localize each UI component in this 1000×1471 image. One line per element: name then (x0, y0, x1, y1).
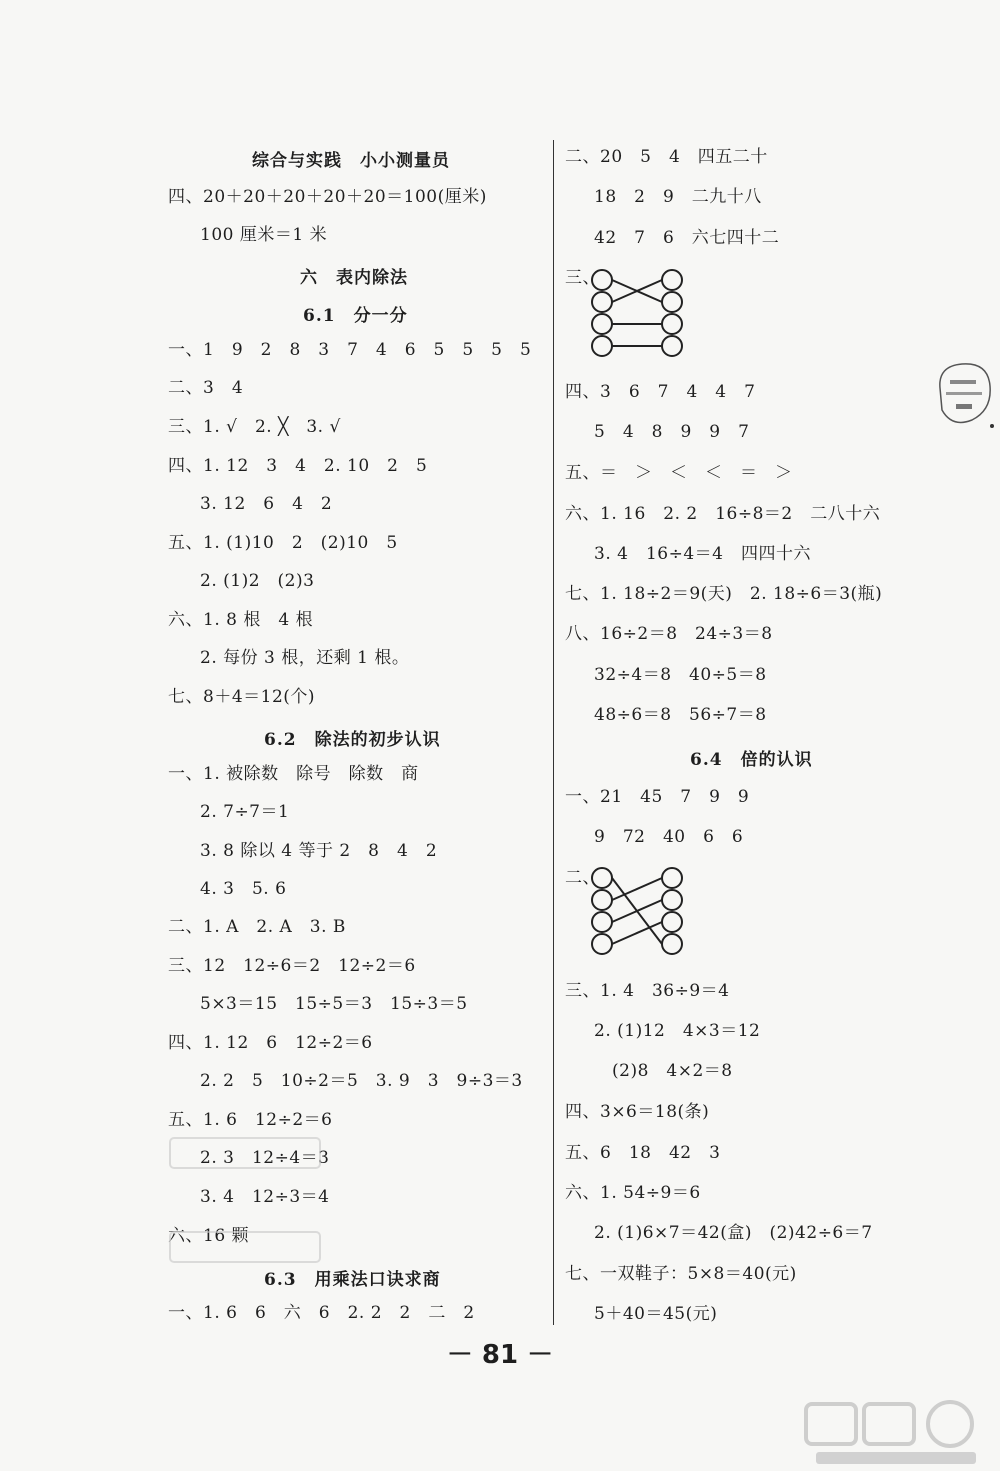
section-heading-6-2: 6.2 除法的初步认识 (264, 730, 441, 750)
answer-line: 一、1. 6 6 六 6 2. 2 2 二 2 (168, 1303, 475, 1323)
answer-line: 一、1. 被除数 除号 除数 商 (168, 764, 419, 784)
answer-line: 五、6 18 42 3 (565, 1143, 721, 1163)
answer-line: 四、3 6 7 4 4 7 (565, 382, 756, 402)
answer-line: 2. (1)12 4×3＝12 (594, 1021, 761, 1041)
answer-line: 四、3×6＝18(条) (565, 1102, 710, 1122)
answer-line: 2. 2 5 10÷2＝5 3. 9 3 9÷3＝3 (200, 1071, 523, 1091)
answer-line: 八、16÷2＝8 24÷3＝8 (565, 624, 773, 644)
answer-line: 5＋40＝45(元) (594, 1304, 718, 1324)
answer-line: 3. 4 12÷3＝4 (200, 1187, 330, 1207)
answer-line: 48÷6＝8 56÷7＝8 (594, 705, 767, 725)
answer-line: 100 厘米＝1 米 (200, 225, 328, 245)
site-watermark-logo (800, 1400, 995, 1468)
stamp-icon (932, 358, 996, 430)
answer-line: 六、1. 8 根 4 根 (168, 610, 314, 630)
answer-line: 一、1 9 2 8 3 7 4 6 5 5 5 5 (168, 340, 532, 360)
answer-line: 5×3＝15 15÷5＝3 15÷3＝5 (200, 994, 468, 1014)
answer-line: 五、1. (1)10 2 (2)10 5 (168, 533, 398, 553)
answer-line: 二、3 4 (168, 378, 244, 398)
answer-line: 七、1. 18÷2＝9(天) 2. 18÷6＝3(瓶) (565, 584, 883, 604)
faint-stamp-marks (165, 1132, 335, 1282)
answer-line: 42 7 6 六七四十二 (594, 228, 780, 248)
section-heading-6-1: 6.1 分一分 (303, 306, 408, 326)
answer-line: 18 2 9 二九十八 (594, 187, 762, 207)
answer-line: 六、16 颗 (168, 1226, 250, 1246)
answer-line: 32÷4＝8 40÷5＝8 (594, 665, 767, 685)
answer-line: 二、20 5 4 四五二十 (565, 147, 768, 167)
answer-line: 三、1. √ 2. ╳ 3. √ (168, 417, 341, 437)
matching-diagram-2 (588, 864, 688, 962)
page-number: － 81 － (446, 1340, 554, 1370)
answer-line: 9 72 40 6 6 (594, 827, 744, 847)
section-heading-6-3: 6.3 用乘法口诀求商 (264, 1270, 441, 1290)
chapter-heading: 六 表内除法 (300, 268, 408, 288)
answer-line: 2. 7÷7＝1 (200, 802, 290, 822)
column-divider (553, 140, 554, 1325)
answer-line: 七、一双鞋子：5×8＝40(元) (565, 1264, 797, 1284)
answer-line: 四、20＋20＋20＋20＋20＝100(厘米) (168, 187, 487, 207)
answer-line: 五、1. 6 12÷2＝6 (168, 1110, 333, 1130)
matching-diagram-1 (588, 266, 688, 364)
answer-line: 五、＝ ＞ ＜ ＜ ＝ ＞ (565, 463, 793, 483)
answer-line: 四、1. 12 6 12÷2＝6 (168, 1033, 373, 1053)
answer-line: 3. 4 16÷4＝4 四四十六 (594, 544, 811, 564)
answer-line: 六、1. 16 2. 2 16÷8＝2 二八十六 (565, 504, 881, 524)
answer-line: 三、 (565, 268, 600, 288)
answer-line: 3. 8 除以 4 等于 2 8 4 2 (200, 841, 438, 861)
answer-line: (2)8 4×2＝8 (612, 1061, 733, 1081)
answer-line: 3. 12 6 4 2 (200, 494, 333, 514)
answer-line: 2. 每份 3 根，还剩 1 根。 (200, 648, 410, 668)
answer-line: 二、 (565, 868, 600, 888)
answer-line: 2. 3 12÷4＝3 (200, 1148, 330, 1168)
section-heading-practice: 综合与实践 小小测量员 (252, 151, 450, 171)
answer-line: 三、1. 4 36÷9＝4 (565, 981, 730, 1001)
answer-line: 2. (1)2 (2)3 (200, 571, 315, 591)
answer-line: 5 4 8 9 9 7 (594, 422, 750, 442)
answer-line: 二、1. A 2. A 3. B (168, 917, 346, 937)
answer-line: 四、1. 12 3 4 2. 10 2 5 (168, 456, 428, 476)
answer-line: 七、8＋4＝12(个) (168, 687, 316, 707)
answer-line: 2. (1)6×7＝42(盒) (2)42÷6＝7 (594, 1223, 873, 1243)
answer-line: 4. 3 5. 6 (200, 879, 287, 899)
answer-line: 三、12 12÷6＝2 12÷2＝6 (168, 956, 416, 976)
answer-line: 六、1. 54÷9＝6 (565, 1183, 701, 1203)
section-heading-6-4: 6.4 倍的认识 (690, 750, 813, 770)
answer-line: 一、21 45 7 9 9 (565, 787, 750, 807)
